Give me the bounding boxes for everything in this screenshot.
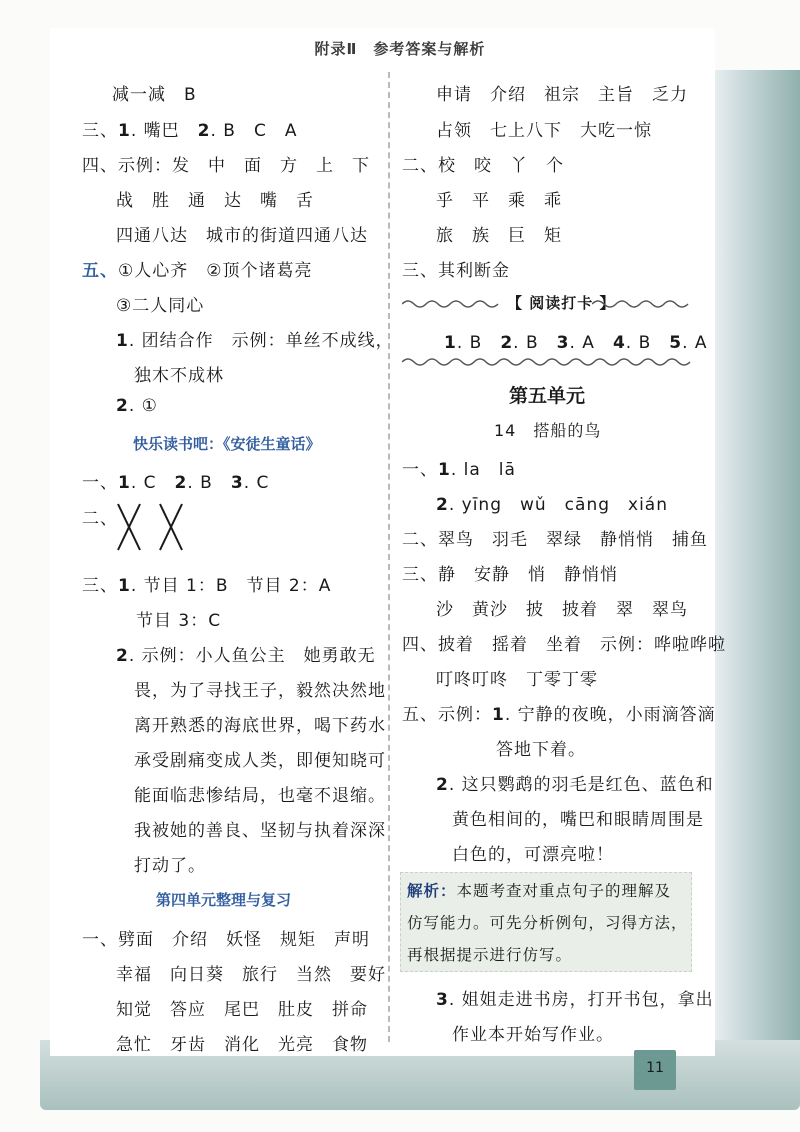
answer-line: 2. 示例：小人鱼公主 她勇敢无 (116, 646, 376, 666)
answer-line: 减一减 B (112, 85, 197, 105)
page-number: 11 (646, 1060, 664, 1076)
answer-line: 畏，为了寻找王子，毅然决然地 (134, 681, 386, 701)
page-header: 附录Ⅱ 参考答案与解析 (314, 40, 486, 58)
answer-line: 占领 七上八下 大吃一惊 (436, 121, 652, 141)
answer-line: 二、校 咬 丫 个 (402, 156, 564, 176)
answer-line: 幸福 向日葵 旅行 当然 要好 (116, 965, 386, 985)
explanation-line: 仿写能力。可先分析例句，习得方法， (407, 914, 688, 932)
section-heading-happy-reading: 快乐读书吧：《安徒生童话》 (133, 435, 321, 453)
answer-line: 战 胜 通 达 嘴 舌 (116, 191, 314, 211)
wavy-divider-left (402, 298, 502, 310)
answer-line: 一、1. C 2. B 3. C (82, 473, 270, 493)
answer-line: 白色的，可漂亮啦！ (452, 845, 614, 865)
explanation-box (400, 872, 692, 972)
answer-line: 五、示例：1. 宁静的夜晚，小雨滴答滴 (402, 705, 716, 725)
section-heading-unit4-review: 第四单元整理与复习 (156, 891, 292, 909)
answer-line: 作业本开始写作业。 (452, 1025, 614, 1045)
answer-line: 承受剧痛变成人类，即便知晓可 (134, 751, 386, 771)
answer-line: 2. ① (116, 396, 158, 416)
answer-line: 三、其利断金 (402, 261, 510, 281)
answer-line: 五、①人心齐 ②顶个诸葛亮 (82, 261, 313, 281)
answer-line: 急忙 牙齿 消化 光亮 食物 (116, 1035, 368, 1055)
answer-line: 节目 3：C (136, 611, 222, 631)
answer-line: 二、 (82, 509, 118, 529)
answer-line: 1. 团结合作 示例：单丝不成线， (116, 331, 394, 351)
answer-line: 1. B 2. B 3. A 4. B 5. A (444, 333, 708, 353)
unit5-title: 第五单元 (509, 385, 586, 407)
answer-line: 二、翠鸟 羽毛 翠绿 静悄悄 捕鱼 (402, 530, 708, 550)
lesson-title: 14 搭船的鸟 (494, 421, 602, 440)
answer-line: ③二人同心 (116, 296, 205, 316)
column-divider (388, 72, 390, 1042)
answer-line: 知觉 答应 尾巴 肚皮 拼命 (116, 1000, 368, 1020)
answer-line: 沙 黄沙 披 披着 翠 翠鸟 (436, 600, 688, 620)
answer-line: 乎 平 乘 乖 (436, 191, 562, 211)
page-edge-shadow (705, 70, 800, 1070)
answer-line: 打动了。 (134, 856, 206, 876)
answer-line: 三、1. 节目 1：B 节目 2：A (82, 576, 332, 596)
wavy-divider-right (592, 298, 692, 310)
explanation-line: 解析：本题考查对重点句子的理解及 (407, 882, 672, 900)
matching-lines-graphic (112, 500, 192, 556)
answer-line: 三、1. 嘴巴 2. B C A (82, 121, 298, 141)
answer-line: 答地下着。 (496, 740, 586, 760)
answer-line: 能面临悲惨结局，也毫不退缩。 (134, 786, 386, 806)
answer-line: 2. 这只鹦鹉的羽毛是红色、蓝色和 (436, 775, 714, 795)
answer-line: 一、劈面 介绍 妖怪 规矩 声明 (82, 930, 370, 950)
explanation-line: 再根据提示进行仿写。 (407, 946, 573, 964)
answer-line: 一、1. la lā (402, 460, 516, 480)
answer-line: 四、披着 摇着 坐着 示例：哗啦哗啦 (402, 635, 726, 655)
answer-line: 申请 介绍 祖宗 主旨 乏力 (436, 85, 688, 105)
answer-line: 独木不成林 (134, 366, 224, 386)
wavy-divider-bottom (402, 356, 692, 368)
answer-line: 黄色相间的，嘴巴和眼睛周围是 (452, 810, 704, 830)
answer-line: 四通八达 城市的街道四通八达 (116, 226, 368, 246)
reading-checkin-heading: 【 阅读打卡 】 (507, 294, 616, 312)
answer-line: 我被她的善良、坚韧与执着深深 (134, 821, 386, 841)
answer-line: 3. 姐姐走进书房，打开书包，拿出 (436, 990, 714, 1010)
answer-line: 叮咚叮咚 丁零丁零 (436, 670, 598, 690)
answer-line: 三、静 安静 悄 静悄悄 (402, 565, 618, 585)
answer-line: 离开熟悉的海底世界，喝下药水 (134, 716, 386, 736)
answer-line: 旅 族 巨 矩 (436, 226, 562, 246)
answer-line: 2. yīng wǔ cāng xián (436, 495, 668, 515)
answer-line: 四、示例：发 中 面 方 上 下 (82, 156, 370, 176)
